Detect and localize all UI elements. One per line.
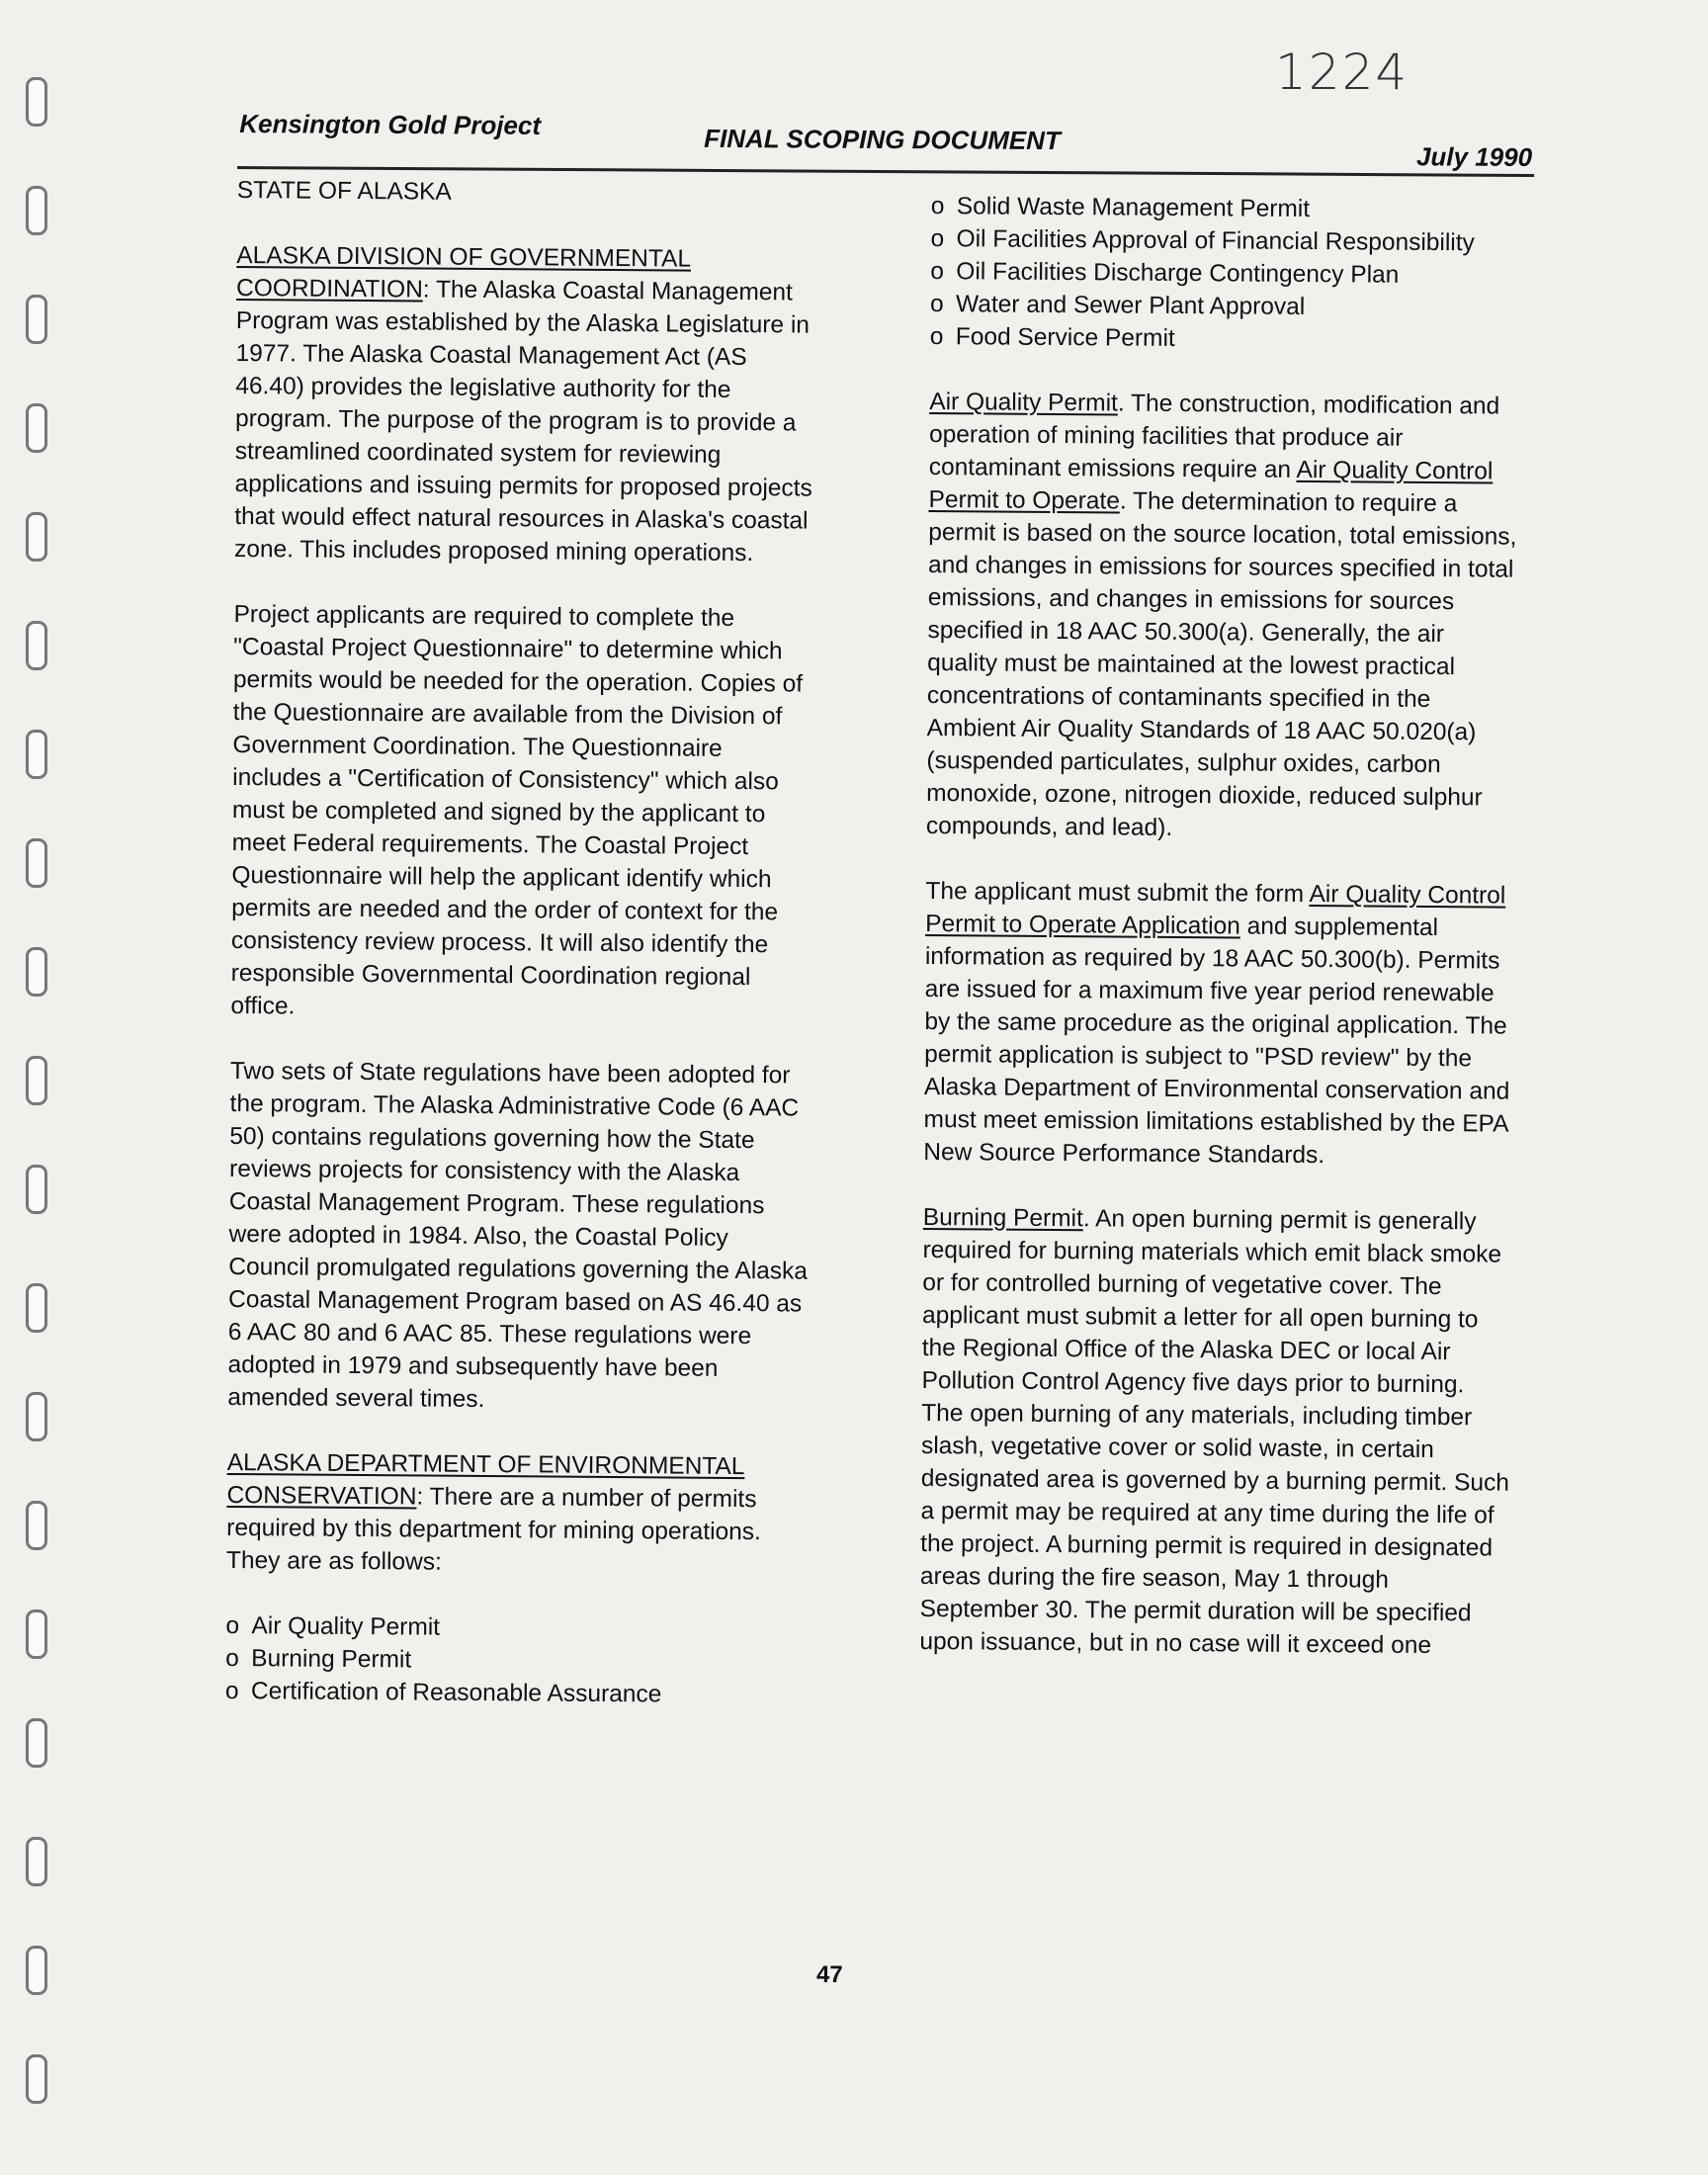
binder-hole-icon bbox=[26, 1501, 47, 1550]
list-item: o Water and Sewer Plant Approval bbox=[930, 288, 1519, 325]
binder-hole-icon bbox=[26, 947, 47, 997]
binder-hole-icon bbox=[26, 1837, 47, 1886]
dec-permit-list-part1 bbox=[225, 1610, 810, 1712]
list-item: o Food Service Permit bbox=[930, 320, 1519, 358]
binder-hole-icon bbox=[26, 403, 47, 453]
air-quality-label: Air Quality Permit bbox=[929, 388, 1119, 417]
binder-hole-icon bbox=[26, 77, 47, 127]
binder-hole-icon bbox=[26, 295, 47, 344]
bullet-icon: o bbox=[930, 192, 945, 220]
page-header bbox=[237, 107, 1534, 177]
right-column bbox=[919, 190, 1520, 1696]
bullet-icon: o bbox=[930, 224, 945, 253]
application-paragraph: The applicant must submit the form Air Quality Control Permit to Operate Application and supplemental information as required by 18 AAC 50.300(b). Permits are issued for a maximum five year period renewable by the same procedure as the original application. The permit application is subject to "PSD review" by the Alaska Department of Environmental conservation and must meet emission limitations established by the EPA New Source Performance Standards. bbox=[923, 877, 1510, 1170]
dgc-text: : The Alaska Coastal Management Program was established by the Alaska Legislature in 1977. The Alaska Coastal Management Act (AS 46.40) provides the legislative authority for the program. The purpose of the program is to provide a streamlined coordinated system for reviewing applications and issuing permits for proposed projects that would effect natural resources in Alaska's coastal zone. This includes proposed mining operations. bbox=[233, 276, 812, 567]
list-item: o Oil Facilities Discharge Contingency Plan bbox=[930, 255, 1519, 293]
binder-hole-icon bbox=[26, 1610, 47, 1659]
bullet-icon: o bbox=[224, 1677, 239, 1705]
air-quality-permit-name: Air Quality Control Permit to Operate bbox=[928, 456, 1494, 515]
burning-permit-paragraph: Burning Permit. An open burning permit is generally required for burning materials which emit black smoke or for controlled burning of vegetative cover. The applicant must submit a letter for all open burning to the Regional Office of the Alaska DEC or local Air Pollution Control Agency five days prior to burning. The open burning of any materials, including timber slash, vegetative cover or solid waste, in certain designated area is governed by a burning permit. Such a permit may be required at any time during the life of the project. A burning permit is required in designated areas during the fire season, May 1 through September 30. The permit duration will be specified upon issuance, but in no case will it exceed one bbox=[919, 1203, 1510, 1660]
state-heading: STATE OF ALASKA bbox=[236, 176, 452, 206]
dec-text: : There are a number of permits required by this department for mining operations. They are as follows: bbox=[225, 1483, 761, 1576]
list-item: o Solid Waste Management Permit bbox=[931, 190, 1520, 227]
dec-paragraph bbox=[226, 1446, 811, 1582]
air-quality-paragraph: Air Quality Permit. The construction, modification and operation of mining facilities that produce air contaminant emissions require an Air Quality Control Permit to Operate. The determination to require a permit is based on the source location, total emissions, and changes in emissions for sources specified in total emissions, and changes in emissions for sources specified in 18 AAC 50.300(a). Generally, the air quality must be maintained at the lowest practical concentrations of contaminants specified in the Ambient Air Quality Standards of 18 AAC 50.020(a) (suspended particulates, sulphur oxides, carbon monoxide, ozone, nitrogen dioxide, reduced sulphur compounds, and lead). bbox=[925, 388, 1517, 841]
binder-hole-icon bbox=[26, 1283, 47, 1333]
binder-holes bbox=[26, 0, 55, 2175]
list-item: o Air Quality Permit bbox=[225, 1610, 809, 1647]
bullet-icon: o bbox=[929, 290, 944, 318]
binder-hole-icon bbox=[26, 2054, 47, 2104]
binder-hole-icon bbox=[26, 1392, 47, 1441]
list-item: o Certification of Reasonable Assurance bbox=[225, 1675, 809, 1712]
burning-permit-label: Burning Permit bbox=[922, 1203, 1083, 1233]
binder-hole-icon bbox=[26, 512, 47, 562]
handwritten-page-number: 1224 bbox=[1275, 44, 1409, 101]
binder-hole-icon bbox=[26, 1718, 47, 1768]
binder-hole-icon bbox=[26, 1056, 47, 1105]
application-form-name: Air Quality Control Permit to Operate Application bbox=[925, 881, 1506, 940]
bullet-icon: o bbox=[225, 1644, 239, 1673]
header-date: July 1990 bbox=[1415, 141, 1533, 173]
questionnaire-paragraph: Project applicants are required to complete the "Coastal Project Questionnaire" to determine which permits would be needed for the operation. Copies of the Questionnaire are available from the Division of Government Coordination. The Questionnaire includes a "Certification of Consistency" which also must be completed and signed by the applicant to meet Federal requirements. The Coastal Project Questionnaire will help the applicant identify which permits are needed and the order of context for the consistency review process. It will also identify the responsible Governmental Coordination regional office. bbox=[230, 600, 804, 1020]
bullet-icon: o bbox=[930, 257, 945, 286]
left-column bbox=[225, 174, 820, 1745]
bullet-icon: o bbox=[225, 1611, 240, 1640]
binder-hole-icon bbox=[26, 1946, 47, 1995]
header-project: Kensington Gold Project bbox=[239, 109, 542, 140]
binder-hole-icon bbox=[26, 621, 47, 670]
binder-hole-icon bbox=[26, 1165, 47, 1214]
bullet-icon: o bbox=[929, 322, 944, 351]
dgc-paragraph bbox=[234, 239, 820, 570]
list-item: o Burning Permit bbox=[225, 1642, 809, 1680]
dec-label: ALASKA DEPARTMENT OF ENVIRONMENTAL CONSERVATION bbox=[226, 1448, 745, 1511]
list-item: o Oil Facilities Approval of Financial Responsibility bbox=[930, 222, 1519, 260]
binder-hole-icon bbox=[26, 730, 47, 779]
binder-hole-icon bbox=[26, 186, 47, 235]
page-number: 47 bbox=[816, 1961, 843, 1988]
regulations-paragraph: Two sets of State regulations have been adopted for the program. The Alaska Administrative Code (6 AAC 50) contains regulations governing how the State reviews projects for consistency with the Alaska Coastal Management Program. These regulations were adopted in 1984. Also, the Coastal Policy Council promulgated regulations governing the Alaska Coastal Management Program based on AS 46.40 as 6 AAC 80 and 6 AAC 85. These regulations were adopted in 1979 and subsequently have been amended several times. bbox=[227, 1057, 809, 1414]
binder-hole-icon bbox=[26, 838, 47, 888]
dec-permit-list-part2 bbox=[930, 190, 1520, 358]
header-document-title: FINAL SCOPING DOCUMENT bbox=[704, 123, 1061, 156]
dgc-label: ALASKA DIVISION OF GOVERNMENTAL COORDINATION bbox=[235, 241, 692, 304]
